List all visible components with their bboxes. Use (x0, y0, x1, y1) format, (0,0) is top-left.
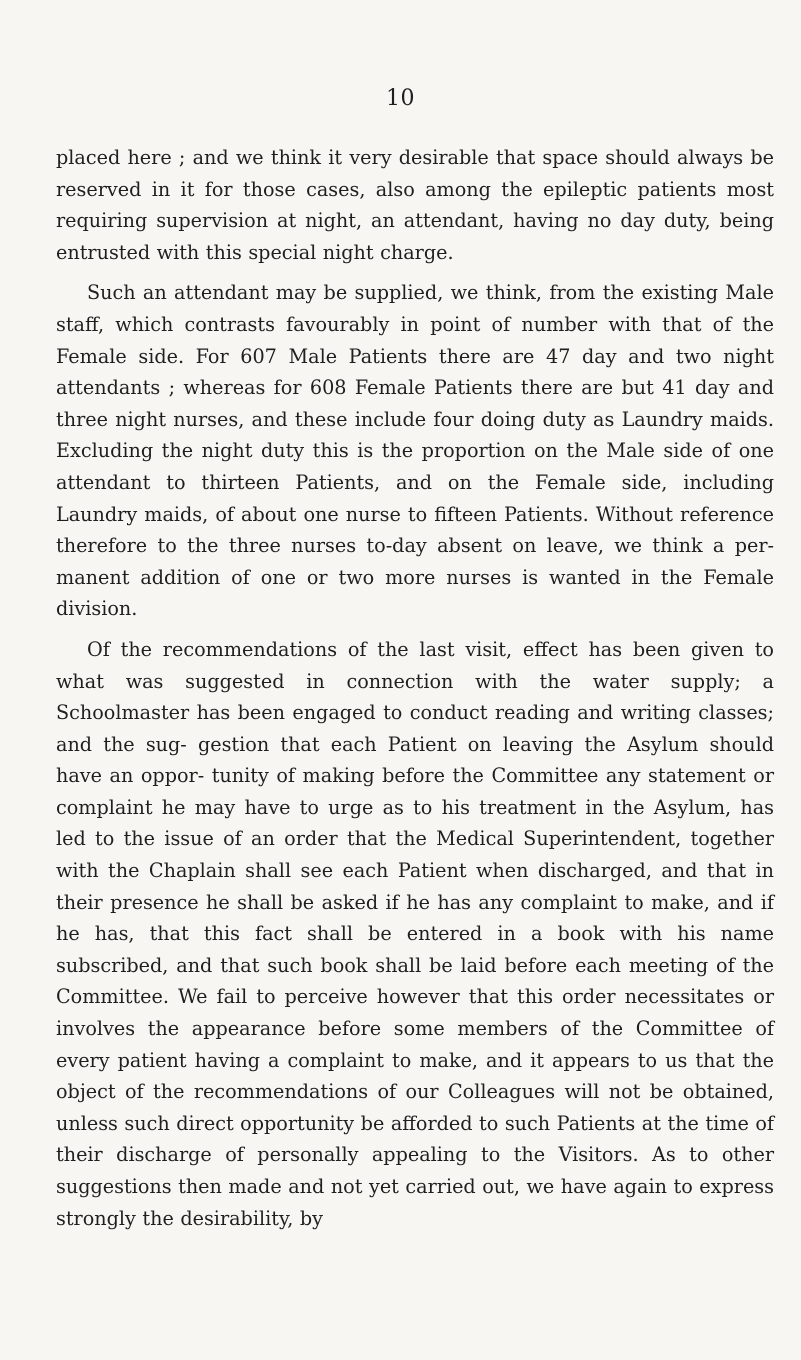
paragraph-recommendations: Of the recommendations of the last visit, effect has been given to what was suggested in connection with the water supply; a Schoolmaster has been engaged to conduct reading and writing classes; and the sug- gestion that each Patient on leaving the Asylum should have an oppor- tunity of making before the Committee any statement or complaint he may have to urge as to his treatment in the Asylum, has led to the issue of an order that the Medical Superintendent, together with the Chaplain shall see each Patient when discharged, and that in their presence he shall be asked if he has any complaint to make, and if he has, that this fact shall be entered in a book with his name subscribed, and that such book shall be laid before each meeting of the Committee. We fail to perceive however that this order necessitates or involves the appearance before some members of the Committee of every patient having a complaint to make, and it appears to us that the object of the recommendations of our Colleagues will not be obtained, unless such direct opportunity be afforded to such Patients at the time of their discharge of personally appealing to the Visitors. As to other suggestions then made and not yet carried out, we have again to express strongly the desirability, by (56, 637, 774, 1230)
paragraph-continuation: placed here ; and we think it very desirable that space should always be reserved in it for those cases, also among the epileptic patients most requiring supervision at night, an attendant, having no day duty, being entrusted with this special night charge. (56, 146, 774, 264)
page-number: 10 (386, 86, 415, 111)
paragraph-staffing: Such an attendant may be supplied, we think, from the existing Male staff, which contrasts favourably in point of number with that of the Female side. For 607 Male Patients there are 47 day and two night attendants ; whereas for 608 Female Patients there are but 41 day and three night nurses, and these include four doing duty as Laundry maids. Excluding the night duty this is the proportion on the Male side of one attendant to thirteen Patients, and on the Female side, including Laundry maids, of about one nurse to fifteen Patients. Without reference therefore to the three nurses to-day absent on leave, we think a per- manent addition of one or two more nurses is wanted in the Female division. (56, 281, 774, 621)
body-text (56, 142, 774, 1234)
